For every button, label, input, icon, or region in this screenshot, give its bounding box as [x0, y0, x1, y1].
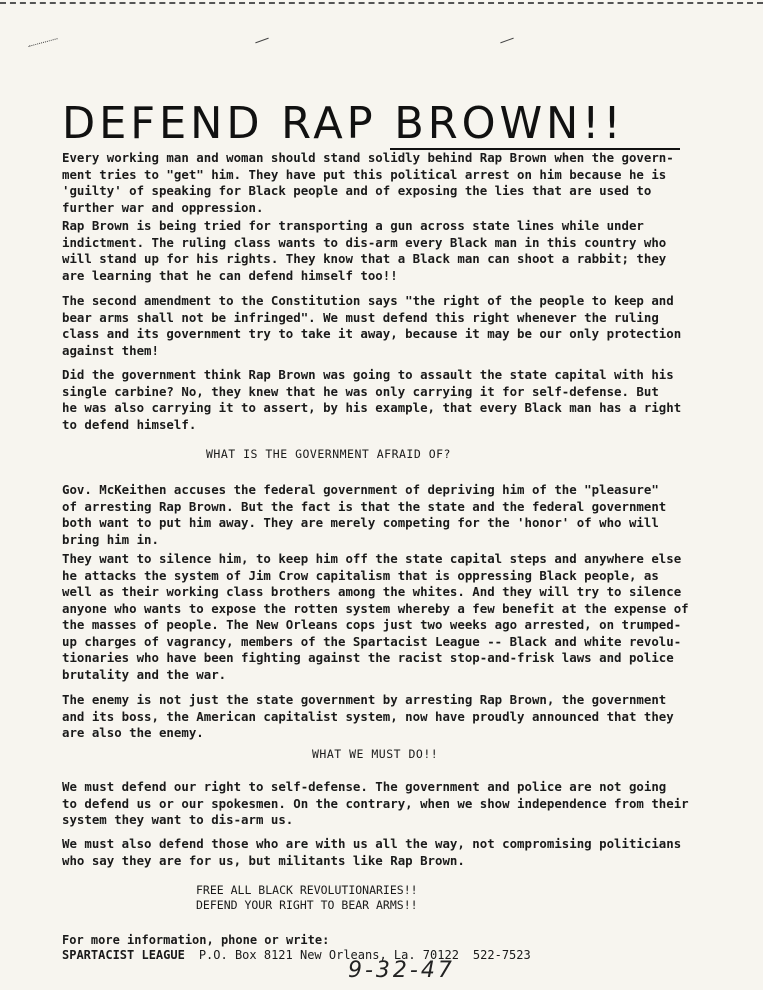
paragraph-mckeithen: Gov. McKeithen accuses the federal government of depriving him of the "pleasure" of arresting Rap Brown. But the fact is that the state and the federal government both want to put him away. They are merely competing for the 'honor' of who will bring him in.: [62, 482, 667, 547]
footer-info-line: For more information, phone or write:: [62, 933, 330, 947]
paragraph-carbine: Did the government think Rap Brown was going to assault the state capital with his single carbine? No, they knew that he was only carrying it for self-defense. But he was also carrying it to assert, by his example, that every Black man has a right to defend himself.: [62, 367, 682, 432]
paragraph-intro: Every working man and woman should stand solidly behind Rap Brown when the govern- ment tries to "get" him. They have put this political arrest on him because he is 'guilty' of speaking for Black people and of exposing the lies that are used to further war and oppression.: [62, 150, 674, 215]
footer-phone: 522-7523: [472, 948, 531, 962]
paragraph-trial: Rap Brown is being tried for transporting a gun across state lines while under indictment. The ruling class wants to dis-arm every Black man in this country who will stand up for his rights. They know that a Black man can shoot a rabbit; they are learning that he can defend himself too!!: [62, 218, 667, 283]
subhead-afraid: WHAT IS THE GOVERNMENT AFRAID OF?: [206, 447, 451, 461]
scan-mark: [28, 38, 57, 47]
handwritten-number: 9-32-47: [348, 958, 455, 983]
headline: DEFEND RAP BROWN!!: [62, 98, 625, 149]
scan-mark: [500, 38, 513, 44]
footer-org: SPARTACIST LEAGUE: [62, 948, 185, 962]
scan-mark: [255, 38, 268, 44]
slogans: FREE ALL BLACK REVOLUTIONARIES!! DEFEND YOUR RIGHT TO BEAR ARMS!!: [196, 883, 418, 912]
subhead-must-do: WHAT WE MUST DO!!: [312, 747, 439, 761]
footer-address: P.O. Box 8121 New Orleans, La. 70122: [198, 948, 459, 962]
paragraph-self-defense: We must defend our right to self-defense. The government and police are not going to defend us or our spokesmen. On the contrary, when we show independence from their system they want to dis-arm us.: [62, 779, 689, 827]
paragraph-defend-militants: We must also defend those who are with us all the way, not compromising politicians who say they are for us, but militants like Rap Brown.: [62, 836, 682, 868]
paragraph-silence: They want to silence him, to keep him off the state capital steps and anywhere else he attacks the system of Jim Crow capitalism that is oppressing Black people, as well as their working class brothers among the whites. And they will try to silence anyone who wants to expose the rotten system whereby a few benefit at the expense of the masses of people. The New Orleans cops just two weeks ago arrested, on trumped- up charges of vagrancy, members of the Spartacist League -- Black and white revolu- tionaries who have been fighting against the racist stop-and-frisk laws and police brutality and the war.: [62, 551, 689, 682]
paragraph-enemy: The enemy is not just the state government by arresting Rap Brown, the government and its boss, the American capitalist system, now have proudly announced that they are also the enemy.: [62, 692, 674, 740]
paragraph-second-amendment: The second amendment to the Constitution says "the right of the people to keep and bear arms shall not be infringed". We must defend this right whenever the ruling class and its government try to take it away, because it may be our only protection against them!: [62, 293, 682, 358]
perforated-edge: [0, 2, 763, 4]
